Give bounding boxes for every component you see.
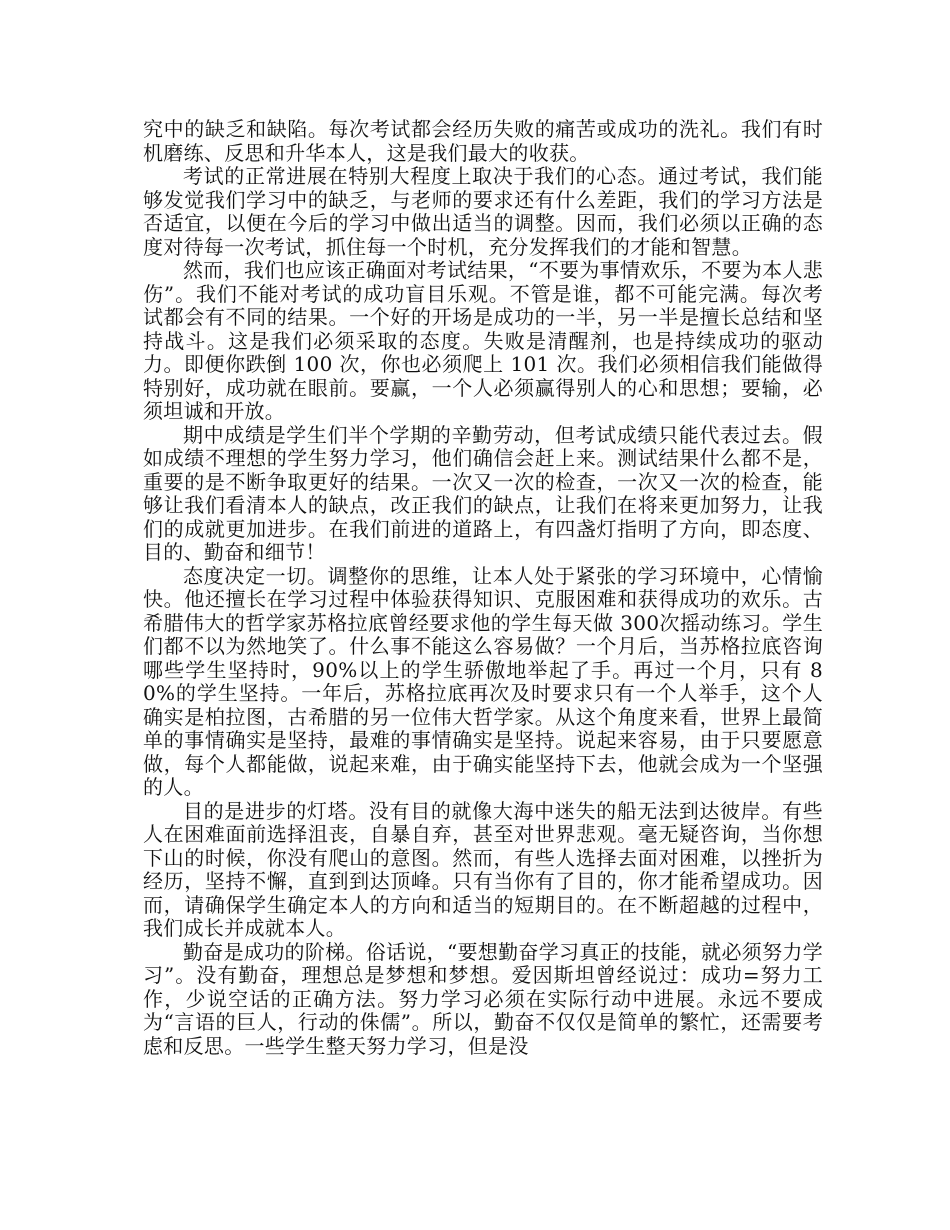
paragraph-goals: 目的是进步的灯塔。没有目的就像大海中迷失的船无法到达彼岸。有些人在困难面前选择沮丧，自暴自弃，甚至对世界悲观。毫无疑咨询，当你想下山的时候，你没有爬山的意图。然而，有些人选择去面对困难，以挫折为经历，坚持不懈，直到到达顶峰。只有当你有了目的，你才能希望成功。因而，请确保学生确定本人的方向和适当的短期目的。在不断超越的过程中，我们成长并成就本人。 bbox=[143, 798, 823, 940]
paragraph-diligence: 勤奋是成功的阶梯。俗话说，“要想勤奋学习真正的技能，就必须努力学习”。没有勤奋，理想总是梦想和梦想。爱因斯坦曾经说过：成功=努力工作，少说空话的正确方法。努力学习必须在实际行动中进展。永远不要成为“言语的巨人，行动的侏儒”。所以，勤奋不仅仅是简单的繁忙，还需要考虑和反思。一些学生整天努力学习，但是没 bbox=[143, 939, 823, 1058]
paragraph-exam-mindset: 考试的正常进展在特别大程度上取决于我们的心态。通过考试，我们能够发觉我们学习中的缺乏，与老师的要求还有什么差距，我们的学习方法是否适宜，以便在今后的学习中做出适当的调整。因而，我们必须以正确的态度对待每一次考试，抓住每一个时机，充分发挥我们的才能和智慧。 bbox=[143, 164, 823, 259]
paragraph-continuation: 究中的缺乏和缺陷。每次考试都会经历失败的痛苦或成功的洗礼。我们有时机磨练、反思和升华本人，这是我们最大的收获。 bbox=[143, 117, 823, 165]
paragraph-facing-results: 然而，我们也应该正确面对考试结果，“不要为事情欢乐，不要为本人悲伤”。我们不能对考试的成功盲目乐观。不管是谁，都不可能完满。每次考试都会有不同的结果。一个好的开场是成功的一半，另一半是擅长总结和坚持战斗。这是我们必须采取的态度。失败是清醒剂，也是持续成功的驱动力。即便你跌倒 100 次，你也必须爬上 101 次。我们必须相信我们能做得特别好，成功就在眼前。要赢，一个人必须赢得别人的心和思想；要输，必须坦诚和开放。 bbox=[143, 258, 823, 423]
document-body bbox=[143, 118, 823, 1058]
paragraph-attitude: 态度决定一切。调整你的思维，让本人处于紧张的学习环境中，心情愉快。他还擅长在学习过程中体验获得知识、克服困难和获得成功的欢乐。古希腊伟大的哲学家苏格拉底曾经要求他的学生每天做 300次摇动练习。学生们都不以为然地笑了。什么事不能这么容易做？一个月后，当苏格拉底咨询哪些学生坚持时，90%以上的学生骄傲地举起了手。再过一个月，只有 80%的学生坚持。一年后，苏格拉底再次及时要求只有一个人举手，这个人确实是柏拉图，古希腊的另一位伟大哲学家。从这个角度来看，世界上最简单的事情确实是坚持，最难的事情确实是坚持。说起来容易，由于只要愿意做，每个人都能做，说起来难，由于确实能坚持下去，他就会成为一个坚强的人。 bbox=[143, 563, 823, 799]
paragraph-midterm-grades: 期中成绩是学生们半个学期的辛勤劳动，但考试成绩只能代表过去。假如成绩不理想的学生努力学习，他们确信会赶上来。测试结果什么都不是，重要的是不断争取更好的结果。一次又一次的检查，一次又一次的检查，能够让我们看清本人的缺点，改正我们的缺点，让我们在将来更加努力，让我们的成就更加进步。在我们前进的道路上，有四盏灯指明了方向，即态度、目的、勤奋和细节！ bbox=[143, 422, 823, 564]
